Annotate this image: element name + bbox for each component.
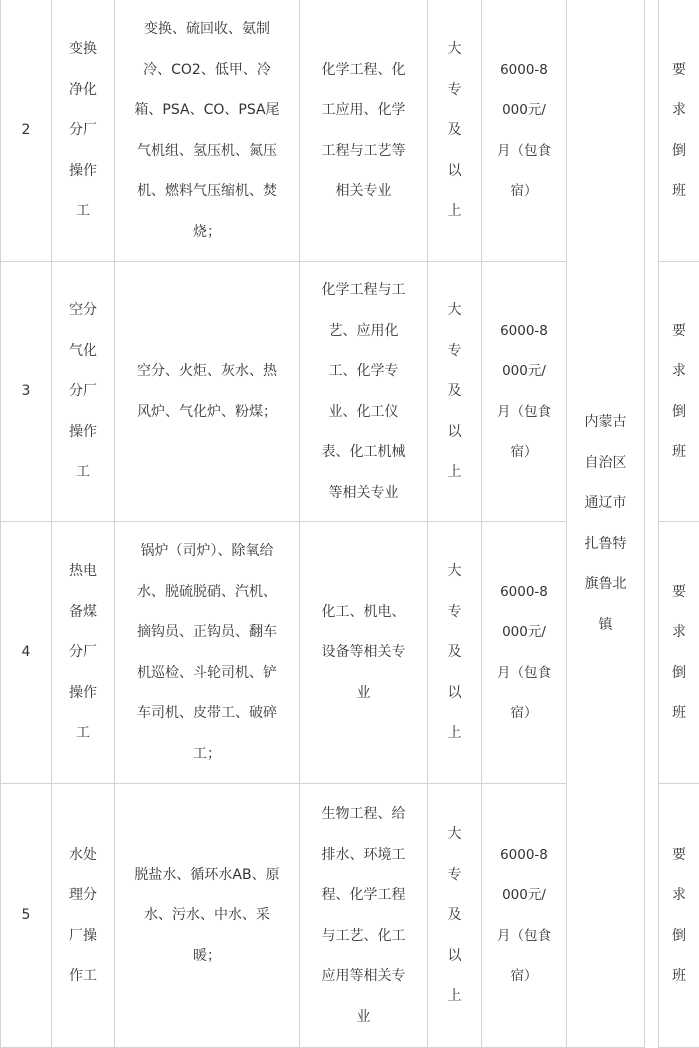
education-cell: 大专及以上 [428,784,482,1048]
salary-cell: 6000-8000元/月（包食宿） [482,262,567,522]
salary-cell: 6000-8000元/月（包食宿） [482,784,567,1048]
education-cell: 大专及以上 [428,262,482,522]
note-cell: 要求倒班 [659,262,699,522]
position-cell: 空分气化分厂操作工 [52,262,115,522]
position-cell: 热电备煤分厂操作工 [52,522,115,784]
major-cell: 化工、机电、设备等相关专业 [300,522,428,784]
salary-cell: 6000-8000元/月（包食宿） [482,522,567,784]
education-cell: 大专及以上 [428,522,482,784]
salary-cell: 6000-8000元/月（包食宿） [482,0,567,262]
note-cell: 要求倒班 [659,0,699,262]
education-cell: 大专及以上 [428,0,482,262]
note-cell: 要求倒班 [659,784,699,1048]
major-cell: 生物工程、给排水、环境工程、化学工程与工艺、化工应用等相关专业 [300,784,428,1048]
row-number-cell: 3 [1,262,52,522]
position-cell: 变换净化分厂操作工 [52,0,115,262]
position-cell: 水处理分厂操作工 [52,784,115,1048]
column-gap [645,0,659,1048]
table-row [1,0,699,262]
row-number-cell: 5 [1,784,52,1048]
row-number-cell: 4 [1,522,52,784]
major-cell: 化学工程与工艺、应用化工、化学专业、化工仪表、化工机械等相关专业 [300,262,428,522]
location-cell: 内蒙古自治区通辽市扎鲁特旗鲁北镇 [567,0,645,1048]
duties-cell: 锅炉（司炉）、除氧给水、脱硫脱硝、汽机、摘钩员、正钩员、翻车机巡检、斗轮司机、铲车司机、皮带工、破碎工； [115,522,300,784]
duties-cell: 空分、火炬、灰水、热风炉、气化炉、粉煤； [115,262,300,522]
note-cell: 要求倒班 [659,522,699,784]
row-number-cell: 2 [1,0,52,262]
major-cell: 化学工程、化工应用、化学工程与工艺等相关专业 [300,0,428,262]
duties-cell: 脱盐水、循环水AB、原水、污水、中水、采暖； [115,784,300,1048]
duties-cell: 变换、硫回收、氨制冷、CO2、低甲、冷箱、PSA、CO、PSA尾气机组、氢压机、氮压机、燃料气压缩机、焚烧； [115,0,300,262]
